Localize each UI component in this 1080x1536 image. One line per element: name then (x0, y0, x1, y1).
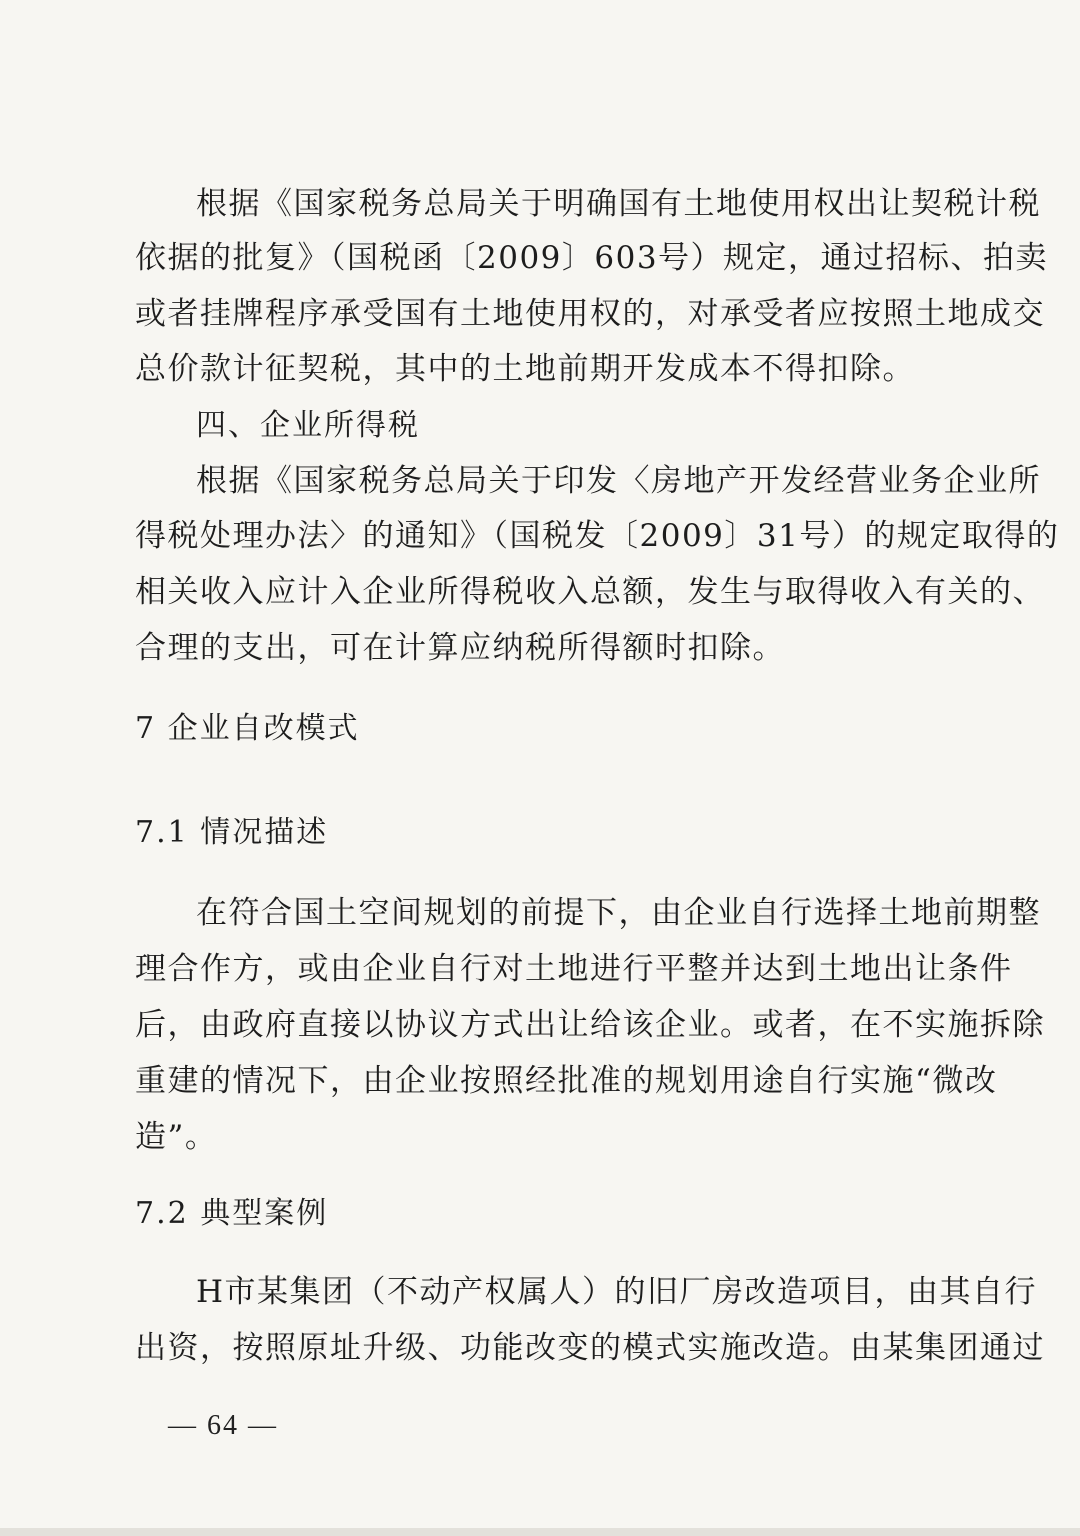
paragraph-line: 造”。 (135, 1119, 218, 1155)
paragraph-line: 总价款计征契税，其中的土地前期开发成本不得扣除。 (135, 351, 915, 387)
section-heading-7: 7 企业自改模式 (135, 711, 360, 746)
paragraph-line: 得税处理办法〉的通知》（国税发〔2009〕31号）的规定取得的 (135, 518, 1060, 554)
section-heading-4: 四、企业所得税 (196, 408, 420, 443)
paragraph-line: 后，由政府直接以协议方式出让给该企业。或者，在不实施拆除 (135, 1007, 1045, 1043)
paragraph-line: 或者挂牌程序承受国有土地使用权的，对承受者应按照土地成交 (135, 296, 1045, 332)
section-heading-7-2: 7.2 典型案例 (135, 1196, 329, 1231)
paragraph-line: 根据《国家税务总局关于明确国有土地使用权出让契税计税 (196, 186, 1041, 222)
section-heading-7-1: 7.1 情况描述 (135, 815, 329, 850)
paragraph-line: 合理的支出，可在计算应纳税所得额时扣除。 (135, 630, 785, 666)
page-number: — 64 — (168, 1410, 278, 1441)
paragraph-line: 出资，按照原址升级、功能改变的模式实施改造。由某集团通过 (135, 1330, 1045, 1366)
paragraph-line: 在符合国土空间规划的前提下，由企业自行选择土地前期整 (196, 895, 1041, 931)
scan-bottom-edge (0, 1528, 1080, 1536)
paragraph-line: 相关收入应计入企业所得税收入总额，发生与取得收入有关的、 (135, 574, 1045, 610)
paragraph-line: 依据的批复》（国税函〔2009〕603号）规定，通过招标、拍卖 (135, 240, 1049, 276)
paragraph-line: H市某集团（不动产权属人）的旧厂房改造项目，由其自行 (196, 1274, 1038, 1310)
paragraph-line: 根据《国家税务总局关于印发〈房地产开发经营业务企业所 (196, 463, 1041, 499)
paragraph-line: 理合作方，或由企业自行对土地进行平整并达到土地出让条件 (135, 951, 1013, 987)
paragraph-line: 重建的情况下，由企业按照经批准的规划用途自行实施“微改 (135, 1063, 998, 1099)
